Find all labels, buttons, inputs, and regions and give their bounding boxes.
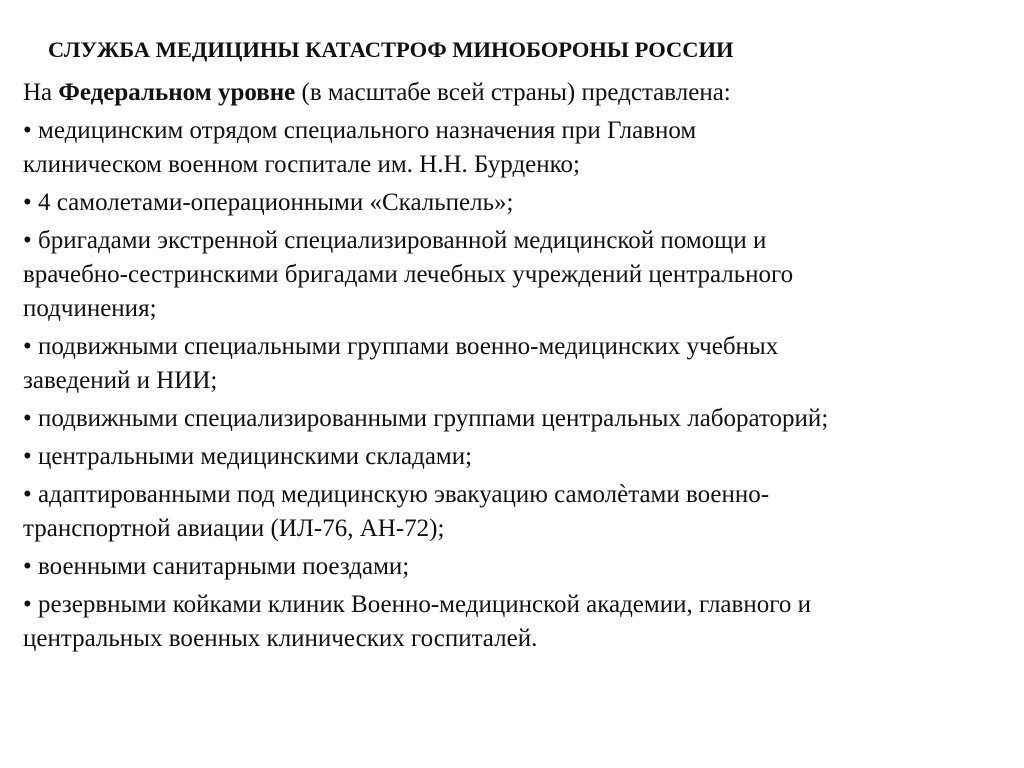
bullet-list (23, 114, 998, 656)
intro-prefix: На (23, 79, 59, 106)
list-item (23, 588, 998, 656)
list-item (23, 224, 998, 326)
list-item-line: • центральными медицинскими складами; (23, 443, 473, 470)
list-item-line: врачебно-сестринскими бригадами лечебных учреждений центрального (23, 261, 794, 288)
list-item-line: • медицинским отрядом специального назначения при Главном (23, 117, 697, 144)
intro-paragraph (23, 76, 998, 110)
list-item (23, 402, 998, 436)
slide-title: СЛУЖБА МЕДИЦИНЫ КАТАСТРОФ МИНОБОРОНЫ РОССИИ (48, 37, 734, 62)
list-item-line: • резервными койками клиник Военно-медицинской академии, главного и (23, 591, 811, 618)
list-item-line: • бригадами экстренной специализированной медицинской помощи и (23, 227, 767, 254)
list-item-line: подчинения; (23, 295, 157, 322)
list-item-line: центральных военных клинических госпиталей. (23, 625, 538, 652)
list-item-line: • адаптированными под медицинскую эвакуацию самолѐтами военно- (23, 481, 770, 508)
list-item-line: • подвижными специализированными группами центральных лабораторий; (23, 405, 829, 432)
slide-content (23, 76, 998, 660)
list-item (23, 330, 998, 398)
list-item (23, 186, 998, 220)
list-item-line: • подвижными специальными группами военно-медицинских учебных (23, 333, 779, 360)
list-item-line: клиническом военном госпитале им. Н.Н. Бурденко; (23, 151, 580, 178)
intro-bold-term: Федеральном уровне (58, 79, 296, 106)
list-item-line: • 4 самолетами-операционными «Скальпель»; (23, 189, 514, 216)
list-item-line: • военными санитарными поездами; (23, 553, 410, 580)
intro-suffix: (в масштабе всей страны) представлена: (295, 79, 731, 106)
list-item (23, 440, 998, 474)
list-item (23, 114, 998, 182)
list-item-line: заведений и НИИ; (23, 367, 218, 394)
list-item (23, 550, 998, 584)
list-item (23, 478, 998, 546)
list-item-line: транспортной авиации (ИЛ-76, АН-72); (23, 515, 445, 542)
